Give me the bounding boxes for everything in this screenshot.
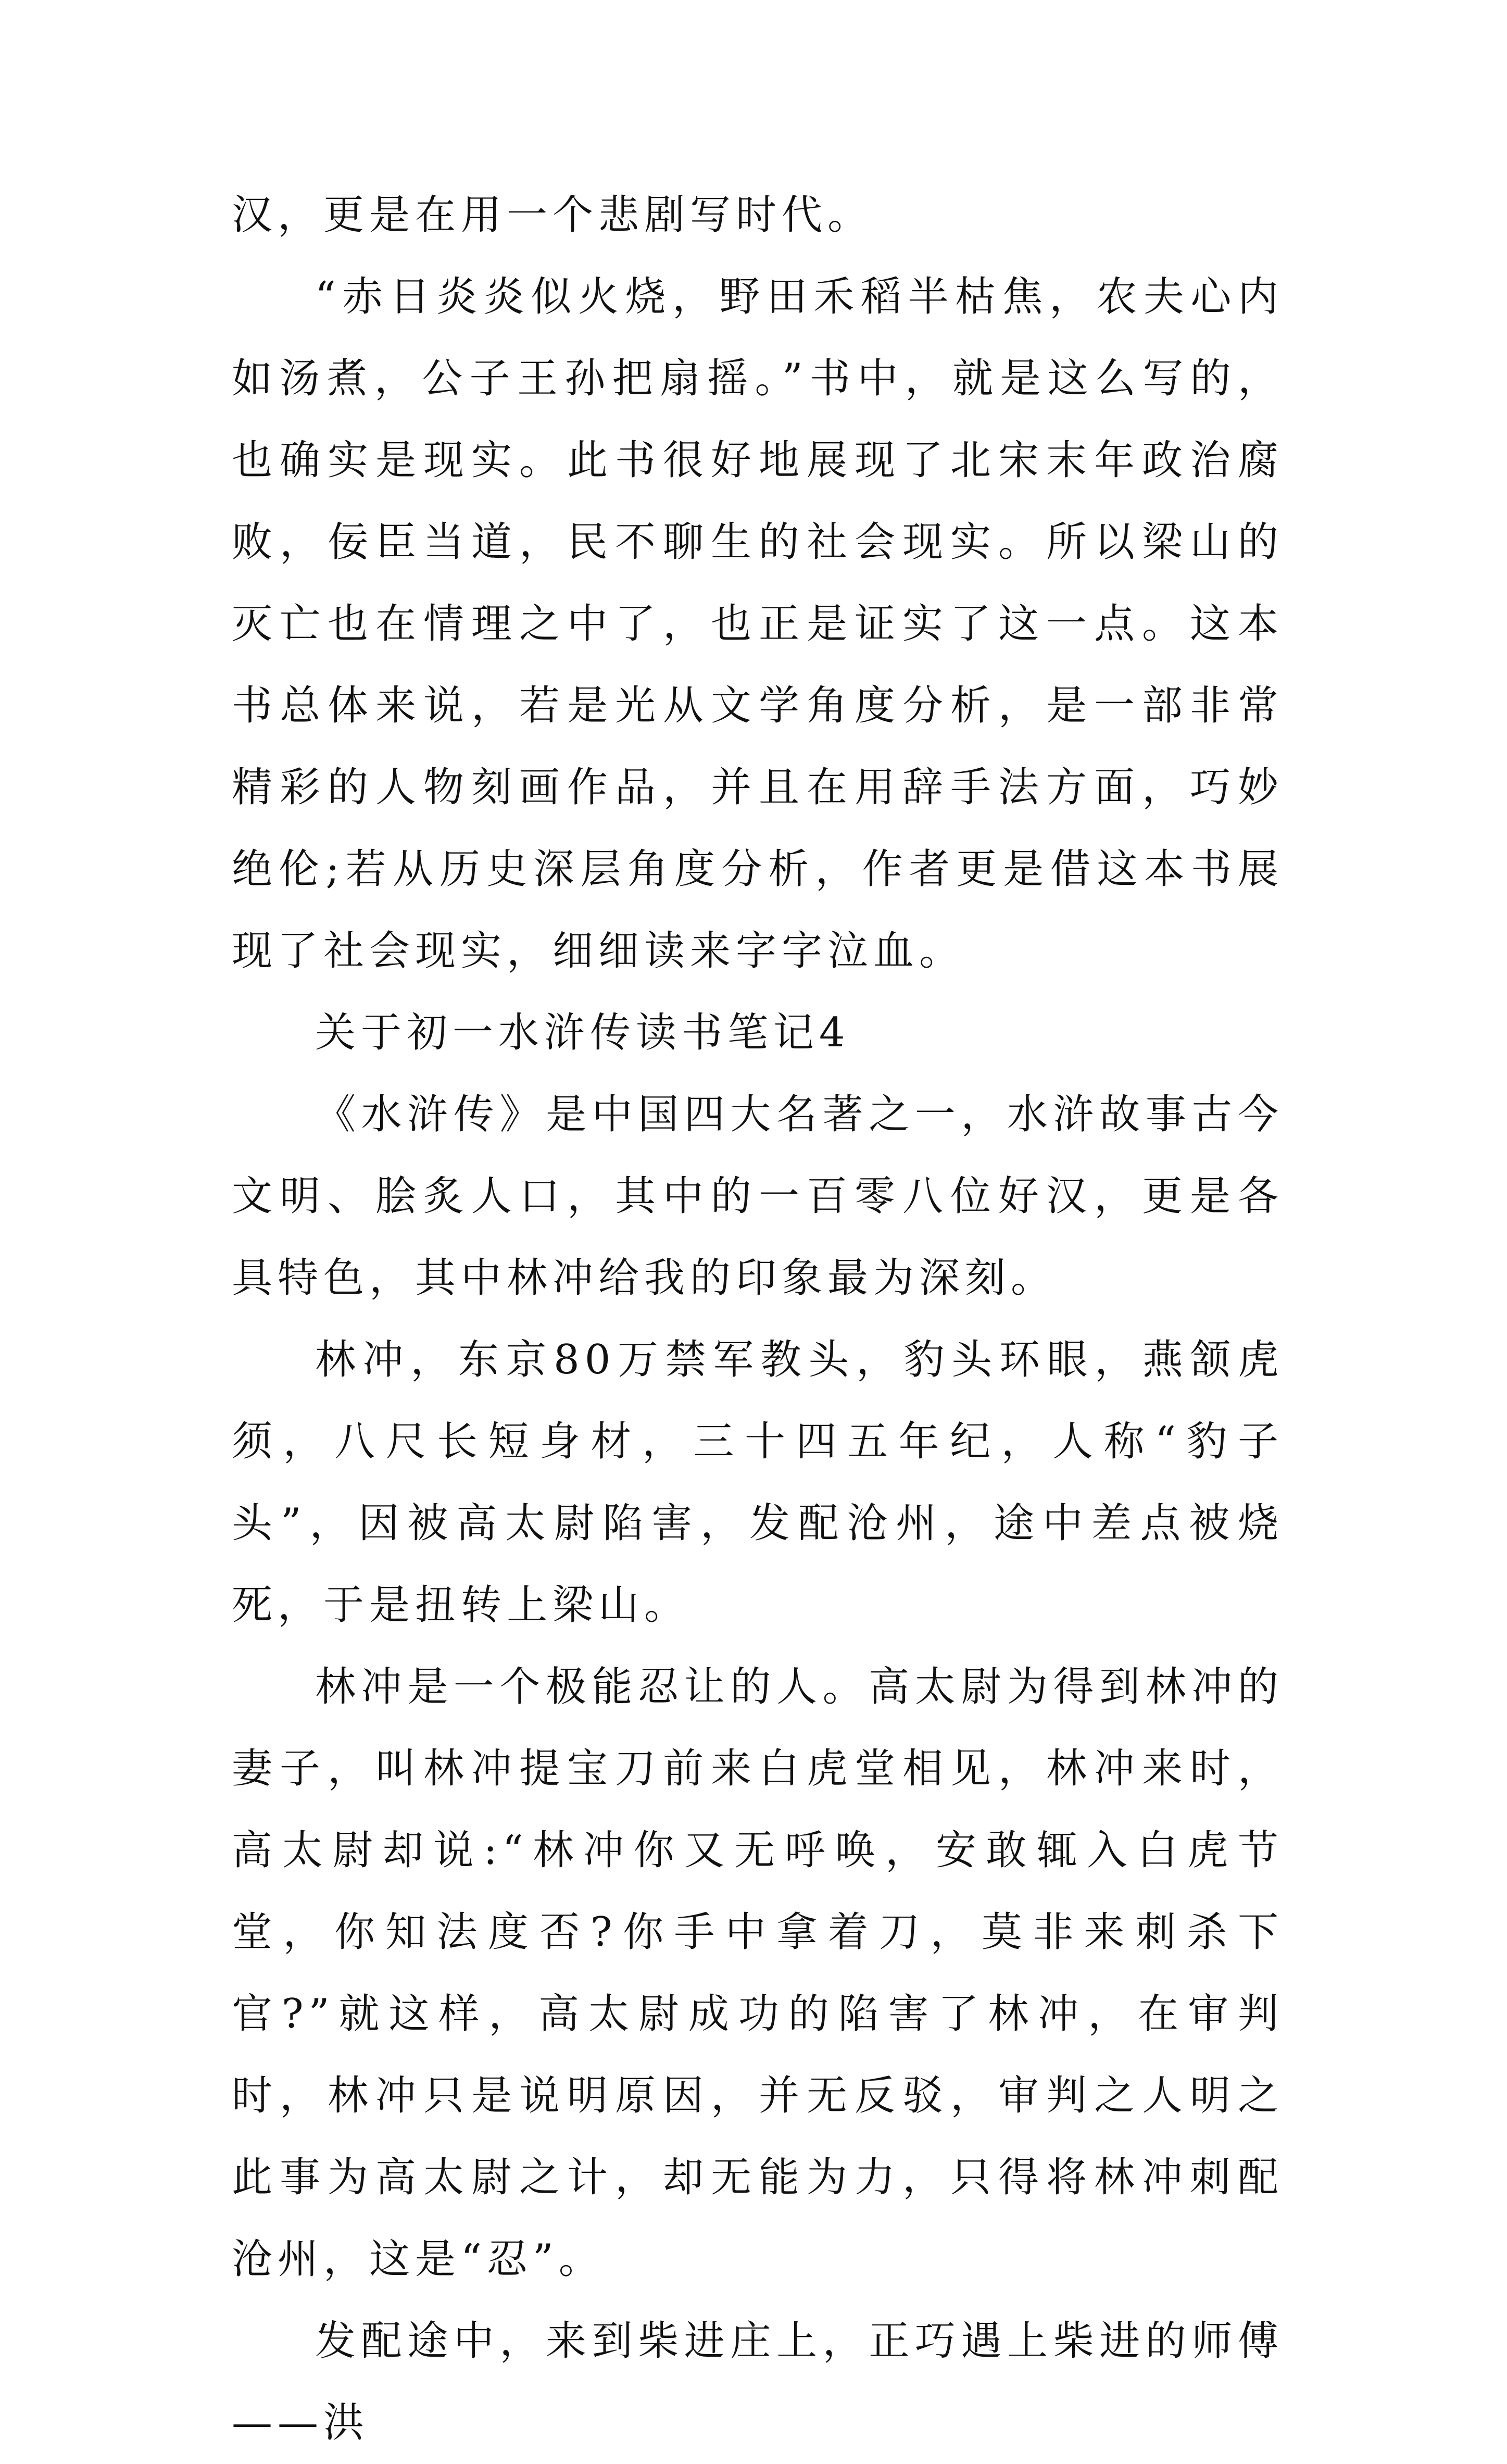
- paragraph-3: 《水浒传》是中国四大名著之一，水浒故事古今文明、脍炙人口，其中的一百零八位好汉，更是各具特色，其中林冲给我的印象最为深刻。: [232, 1091, 1284, 1302]
- paragraph-6: 发配途中，来到柴进庄上，正巧遇上柴进的师傅——洪: [232, 2318, 1284, 2446]
- paragraph-1: 汉，更是在用一个悲剧写时代。: [232, 192, 874, 239]
- paragraph-4: 林冲，东京80万禁军教头，豹头环眼，燕颔虎须，八尺长短身材，三十四五年纪，人称“豹子头”，因被高太尉陷害，发配沧州，途中差点被烧死，于是扭转上梁山。: [232, 1336, 1284, 1629]
- section-heading: 关于初一水浒传读书笔记4: [315, 1009, 850, 1056]
- paragraph-5: 林冲是一个极能忍让的人。高太尉为得到林冲的妻子，叫林冲提宝刀前来白虎堂相见，林冲来时，高太尉却说:“林冲你又无呼唤，安敢辄入白虎节堂，你知法度否?你手中拿着刀，莫非来刺杀下官?”就这样，高太尉成功的陷害了林冲，在审判时，林冲只是说明原因，并无反驳，审判之人明之此事为高太尉之计，却无能为力，只得将林冲刺配沧州，这是“忍”。: [232, 1663, 1284, 2283]
- document-body: [232, 174, 1284, 2464]
- paragraph-2: “赤日炎炎似火烧，野田禾稻半枯焦，农夫心内如汤煮，公子王孙把扇摇。”书中，就是这么写的，也确实是现实。此书很好地展现了北宋末年政治腐败，佞臣当道，民不聊生的社会现实。所以梁山的灭亡也在情理之中了，也正是证实了这一点。这本书总体来说，若是光从文学角度分析，是一部非常精彩的人物刻画作品，并且在用辞手法方面，巧妙绝伦;若从历史深层角度分析，作者更是借这本书展现了社会现实，细细读来字字泣血。: [232, 273, 1284, 974]
